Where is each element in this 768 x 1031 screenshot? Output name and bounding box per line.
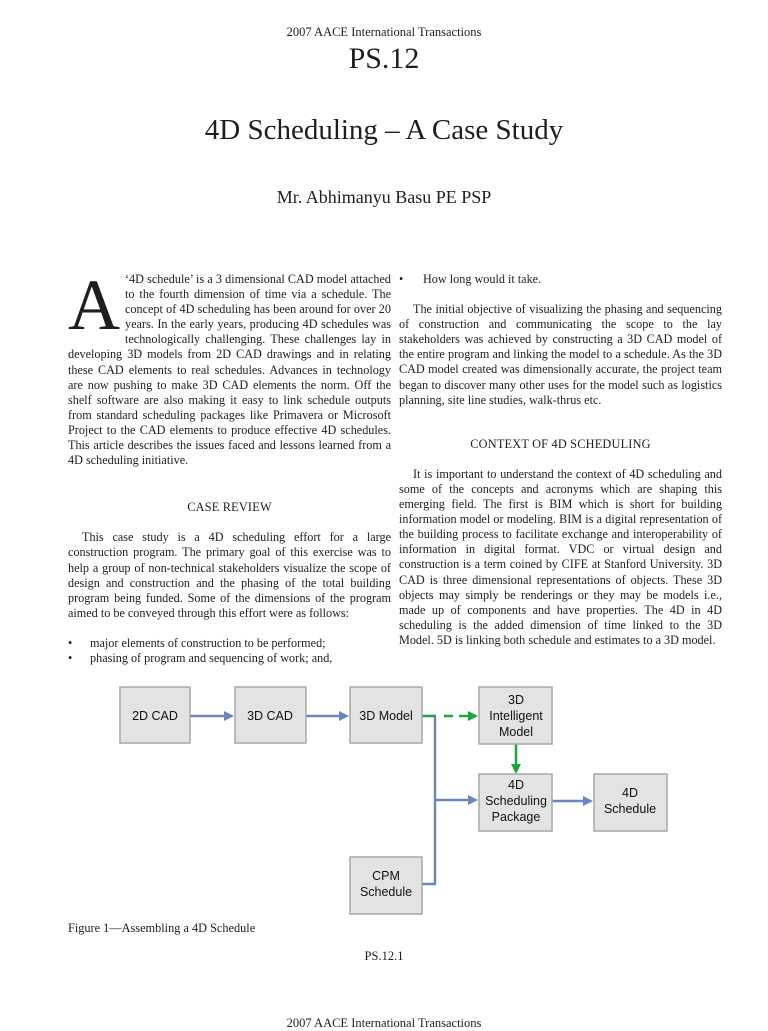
context-heading: CONTEXT OF 4D SCHEDULING — [470, 436, 651, 451]
intro-paragraph — [68, 265, 391, 468]
node-label: 3D — [508, 693, 524, 707]
node-label: 4D — [622, 786, 638, 800]
next-page-header: 2007 AACE International Transactions — [286, 1016, 482, 1030]
node-label: Package — [491, 810, 541, 824]
drop-cap: A — [68, 265, 120, 345]
left-column — [68, 265, 391, 666]
figure-caption: Figure 1—Assembling a 4D Schedule — [68, 921, 256, 935]
node-2d-cad — [120, 687, 190, 743]
node-label: Schedule — [603, 802, 657, 816]
node-cpm-schedule — [350, 857, 422, 914]
node-3d-cad — [235, 687, 306, 743]
node-label: 4D — [508, 778, 524, 792]
list-item: • phasing of program and sequencing of work; and, — [68, 651, 391, 666]
case-review-paragraph: This case study is a 4D scheduling effort for a large construction program. The primary goal of this exercise was to help a group of non-technical stakeholders visualize the scope of design and construction and the phasing of the total building program being funded. Some of the dimensions of the program aimed to be conveyed through this effort were as follows: — [68, 530, 391, 620]
case-review-heading: CASE REVIEW — [187, 500, 272, 515]
node-label: Schedule — [359, 885, 413, 899]
context-paragraph: It is important to understand the context of 4D scheduling and some of the concepts and acronyms which are shaping this emerging field. The first is BIM which is short for building information model or modeling. BIM is a digital representation of the building process to facilitate exchange and interoperability of information in digital format. VDC or virtual design and construction is a term coined by CIFE at Stanford University. 3D CAD is three dimensional representations of objects. These 3D objects may simply be renderings or they may be models i.e., made up of components and have properties. The 4D in 4D scheduling is the added dimension of time linked to the 3D Model. 5D is linking both schedule and estimates to a 3D model. — [399, 466, 722, 647]
paper-title: 4D Scheduling – A Case Study — [204, 114, 564, 146]
objective-paragraph: The initial objective of visualizing the phasing and sequencing of construction and communicating the scope to the lay stakeholders was achieved by constructing a 3D CAD model of the entire program and linking the model to a schedule. As the 3D CAD model created was dimensionally accurate, the project team began to discover many other uses for the model such as logistics planning, site line studies, walk-thrus etc. — [399, 302, 722, 407]
node-label: Intelligent — [489, 709, 543, 723]
node-label: Model — [498, 725, 534, 739]
paper-code: PS.12 — [348, 42, 420, 75]
figure-1-diagram — [0, 670, 768, 920]
node-label: Scheduling — [485, 794, 547, 808]
node-label: 2D CAD — [132, 709, 178, 723]
node-3d-intelligent-model — [479, 687, 552, 744]
continued-list — [399, 272, 722, 287]
intro-text: ‘4D schedule’ is a 3 dimensional CAD model attached to the fourth dimension of time via a schedule. The concept of 4D scheduling has been around for over 20 years. In the early years, producing 4D schedules was technologically challenging. These challenges lay in developing 3D models from 2D CAD drawings and in relating these CAD elements to real schedules. Advances in technology are now pushing to make 3D CAD elements the norm. Off the shelf software are also making it easy to link schedule outputs from standard scheduling packages like Primavera or Microsoft Project to the CAD elements to produce effective 4D schedules. This article describes the issues faced and lessons learned from a 4D scheduling initiative. — [68, 272, 391, 468]
page-number: PS.12.1 — [364, 949, 404, 963]
node-label: 3D CAD — [247, 709, 293, 723]
node-4d-schedule — [594, 774, 667, 831]
node-label: 3D Model — [359, 709, 413, 723]
node-3d-model — [350, 687, 422, 743]
list-item: • major elements of construction to be performed; — [68, 636, 391, 651]
node-label: CPM — [372, 869, 400, 883]
program-dimensions-list — [68, 636, 391, 666]
list-item: • How long would it take. — [399, 272, 722, 287]
journal-header: 2007 AACE International Transactions — [286, 25, 482, 39]
node-4d-scheduling-package — [479, 774, 552, 831]
author-name: Mr. Abhimanyu Basu PE PSP — [276, 187, 492, 207]
right-column — [399, 272, 722, 648]
